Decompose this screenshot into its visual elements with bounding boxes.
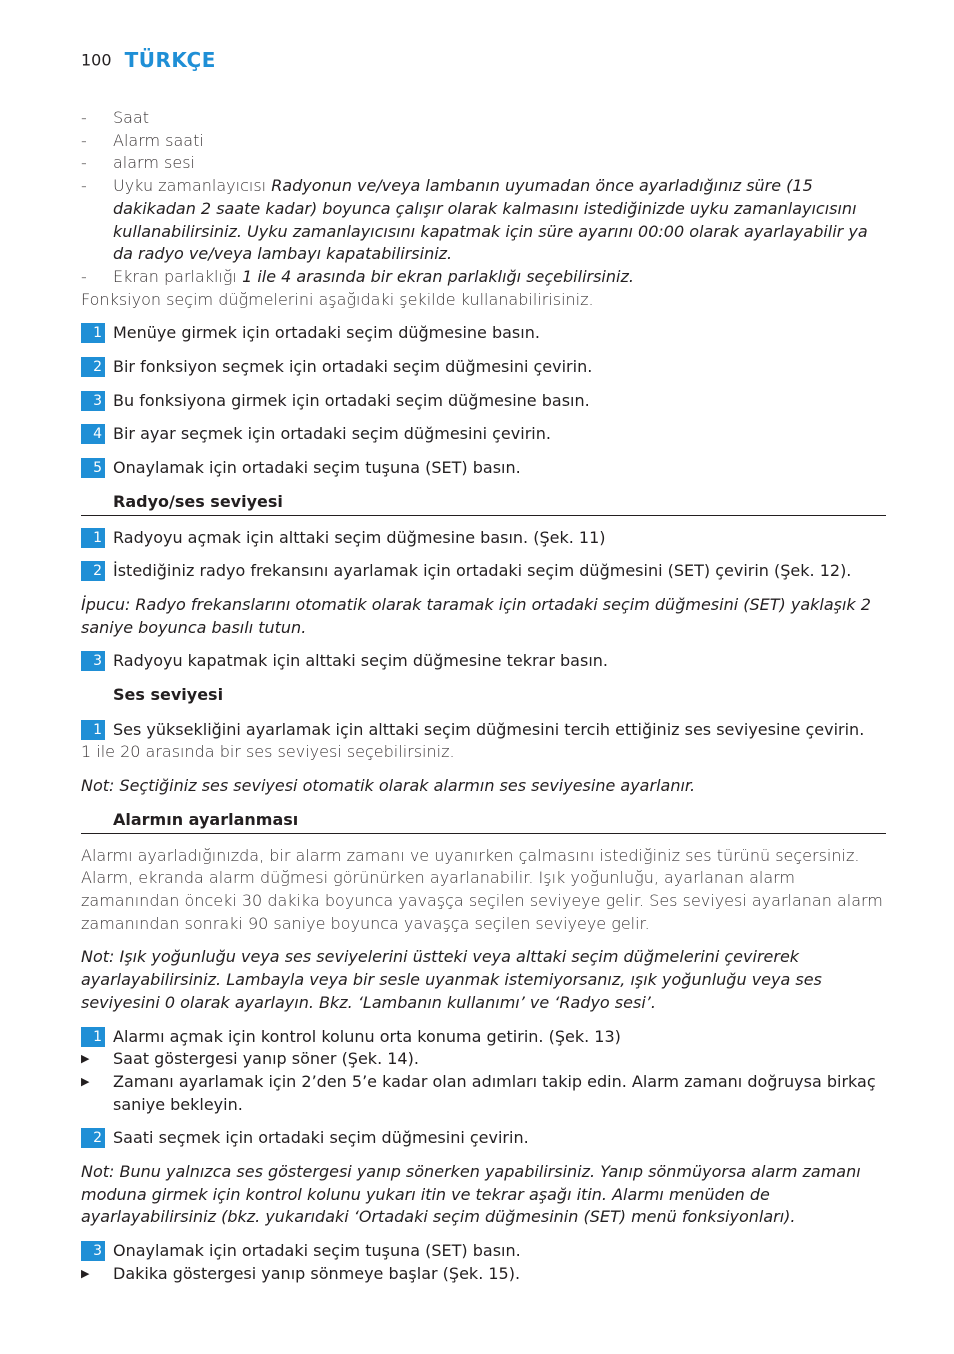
step-number: 4 [81,424,105,444]
step [81,423,886,446]
language-title: TÜRKÇE [124,48,216,72]
right-triangle-bullet-icon: ▶ [81,1074,90,1088]
list-item-description: 1 ile 4 arasında bir ekran parlaklığı seçebilirsiniz. [242,266,634,286]
step-number: 3 [81,651,105,671]
list-item [81,266,886,289]
right-triangle-bullet-icon: ▶ [81,1266,90,1280]
step-number: 5 [81,458,105,478]
step-text: Onaylamak için ortadaki seçim tuşuna (SET) basın. [113,1241,521,1261]
step-text: Ses yüksekliğini ayarlamak için alttaki seçim düğmesini tercih ettiğiniz ses seviyesine çevirin. [113,719,865,739]
step-text: Bu fonksiyona girmek için ortadaki seçim düğmesine basın. [113,390,590,410]
section-heading-alarm: Alarmın ayarlanması [81,809,886,834]
step-extra-text: 1 ile 20 arasında bir ses seviyesi seçebilirsiniz. [81,742,455,762]
list-item-label: alarm sesi [113,153,195,173]
note-text: Not: Seçtiğiniz ses seviyesi otomatik olarak alarmın ses seviyesine ayarlanır. [81,776,696,796]
step [81,1026,886,1049]
step-number: 3 [81,1241,105,1261]
dash-marker: - [81,266,87,286]
step-number: 2 [81,357,105,377]
step-number: 3 [81,391,105,411]
result-item [81,1048,886,1071]
result-text: Saat göstergesi yanıp söner (Şek. 14). [113,1049,419,1069]
dash-marker: - [81,153,87,173]
step-text: Menüye girmek için ortadaki seçim düğmesine basın. [113,323,540,343]
result-text: Zamanı ayarlamak için 2’den 5’e kadar olan adımları takip edin. Alarm zamanı doğruysa birkaç saniye bekleyin. [113,1071,876,1114]
list-item [81,175,886,266]
step [81,322,886,345]
step [81,390,886,413]
step-text: Bir fonksiyon seçmek için ortadaki seçim düğmesini çevirin. [113,357,593,377]
list-item-label: Saat [113,108,150,127]
list-item-label: Uyku zamanlayıcısı [113,176,267,196]
step [81,1240,886,1263]
step [81,527,886,550]
result-item [81,1263,886,1286]
list-item [81,130,886,153]
dash-marker: - [81,176,87,196]
step-text: Onaylamak için ortadaki seçim tuşuna (SET) basın. [113,458,521,478]
result-text: Dakika göstergesi yanıp sönmeye başlar (Şek. 15). [113,1263,521,1283]
paragraph: Alarmı ayarladığınızda, bir alarm zamanı ve uyanırken çalmasını istediğiniz ses türünü seçersiniz. Alarm, ekranda alarm düğmesi görünürken ayarlanabilir. Işık yoğunluğu, ayarlanan alarm zamanından önceki 30 dakika boyunca yavaşça seçilen seviyeye gelir. Ses seviyesi ayarlanan alarm zamanından sonraki 90 saniye boyunca yavaşça seçilen seviyeye gelir. [81,845,883,933]
step-number: 2 [81,561,105,581]
step-number: 1 [81,528,105,548]
step-text: Alarmı açmak için kontrol kolunu orta konuma getirin. (Şek. 13) [113,1026,621,1046]
step [81,560,886,583]
step-text: Bir ayar seçmek için ortadaki seçim düğmesini çevirin. [113,424,551,444]
step [81,356,886,379]
step-text: İstediğiniz radyo frekansını ayarlamak için ortadaki seçim düğmesini (SET) çevirin (Şek. 12). [113,561,852,581]
step-number: 1 [81,720,105,740]
note-text: Not: Işık yoğunluğu veya ses seviyelerini üstteki veya alttaki seçim düğmelerini çevirerek ayarlayabilirsiniz. Lambayla veya bir sesle uyanmak istemiyorsanız, ışık yoğunluğu veya ses seviyesini 0 olarak ayarlayın. Bkz. ‘Lambanın kullanımı’ ve ‘Radyo sesi’. [81,947,822,1012]
list-item-label: Ekran parlaklığı [113,266,237,286]
step-text: Radyoyu kapatmak için alttaki seçim düğmesine tekrar basın. [113,651,608,671]
section-heading-radio: Radyo/ses seviyesi [81,491,886,516]
intro-text: Fonksiyon seçim düğmelerini aşağıdaki şekilde kullanabilirisiniz. [81,289,594,309]
list-item [81,107,886,130]
list-item-label: Alarm saati [113,130,204,150]
step-number: 2 [81,1128,105,1148]
step [81,650,886,673]
section-heading-volume: Ses seviyesi [113,685,224,705]
step [81,1127,886,1150]
page-header [81,48,216,72]
page-content [81,107,886,1286]
list-item [81,152,886,175]
step-number: 1 [81,1027,105,1047]
step [81,457,886,480]
step-text: Saati seçmek için ortadaki seçim düğmesini çevirin. [113,1128,529,1148]
dash-marker: - [81,108,87,127]
dash-marker: - [81,130,87,150]
step-text: Radyoyu açmak için alttaki seçim düğmesine basın. (Şek. 11) [113,527,606,547]
note-text: Not: Bunu yalnızca ses göstergesi yanıp sönerken yapabilirsiniz. Yanıp sönmüyorsa alarm zamanı moduna girmek için kontrol kolunu yukarı itin ve tekrar aşağı itin. Alarmı menüden de ayarlayabilirsiniz (bkz. yukarıdaki ‘Ortadaki seçim düğmesinin (SET) menü fonksiyonları). [81,1162,861,1227]
step-number: 1 [81,323,105,343]
list-item-description: Radyonun ve/veya lambanın uyumadan önce ayarladığınız süre (15 dakikadan 2 saate kadar) boyunca çalışır olarak kalmasını istediğinizde uyku zamanlayıcısını kullanabilirsiniz. Uyku zamanlayıcısını kapatmak için süre ayarını 00:00 olarak ayarlayabilir ya da radyo ve/veya lambayı kapatabilirsiniz. [113,176,868,264]
page-number: 100 [81,50,112,70]
step [81,719,886,742]
result-item [81,1071,886,1116]
right-triangle-bullet-icon: ▶ [81,1052,90,1066]
tip-text: İpucu: Radyo frekanslarını otomatik olarak taramak için ortadaki seçim düğmesini (SET) yaklaşık 2 saniye boyunca basılı tutun. [81,594,871,637]
